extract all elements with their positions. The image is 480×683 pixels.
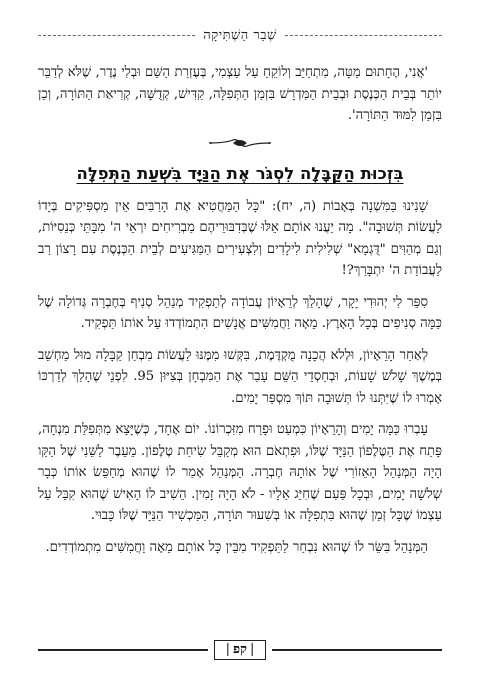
page-number: קפ xyxy=(232,642,248,657)
intro-paragraph: 'אֲנִי, הֶחָתוּם מַטָּה, מִתְחַיֵּב וְלוֹקֵחַ עַל עַצְמִי, בְּעֶזְרַת הַשֵּׁם וּבְלִי נֶדֶר, שֶׁלֹּא לְדַבֵּר יוֹתֵר בְּבֵית הַכְּנֶסֶת וּבְבֵית הַמִּדְרָשׁ בִּזְמַן הַתְּפִלָּה, קַדִּישׁ, קְדֻשָּׁה, קְרִיאַת הַתּוֹרָה, וְכֵן בִּזְמַן לִמּוּד הַתּוֹרָה'. xyxy=(38,65,442,123)
running-header xyxy=(38,27,442,43)
paragraph-1: שָׁנִינוּ בַּמִּשְׁנָה בְּאָבוֹת (ה, יח): "כָּל הַמַּחֲטִיא אֶת הָרַבִּים אֵין מַסְפִּיקִים בְּיָדוֹ לַעֲשׂוֹת תְּשׁוּבָה". מָה יַעֲנוּ אוֹתָם אֵלּוּ שֶׁבְּדִבּוּרֵיהֶם מַבְרִיחִים יִרְאֵי ה' מִבָּתֵּי כְּנֵסִיּוֹת, וְגַם מְהַוִּים "דֻּגְמָא" שְׁלִילִית לִילָדִים וְלִצְעִירִים הַמַּגִּיעִים לְבֵית הַכְּנֶסֶת עִם רָצוֹן רַב לַעֲבוֹדַת ה' יִתְבָּרַךְ?! xyxy=(38,198,442,278)
running-title: שְׁבַר הַשְׁתִּיקָה xyxy=(203,28,277,43)
paragraph-2: סִפֵּר לִי יְהוּדִי יָקָר, שֶׁהָלַךְ לְרֵאָיוֹן עֲבוֹדָה לְתַפְקִיד מְנַהֵל סְנִיף בְּחֶבְרָה גְּדוֹלָה שֶׁל כַּמָּה סְנִיפִים בְּכָל הָאָרֶץ. מֵאָה וַחֲמִשִּׁים אֲנָשִׁים הִתְמוֹדְדוּ עַל אוֹתוֹ תַּפְקִיד. xyxy=(38,294,442,331)
section-title: בִּזְכוּת הַקַּבָּלָה לִסְגֹּר אֶת הַנַּיָּד בִּשְׁעַת הַתְּפִלָּה xyxy=(76,163,404,183)
footer-rule-right xyxy=(272,649,442,651)
footer-rule-left xyxy=(38,649,208,651)
page-number-box: |קפ| xyxy=(214,640,267,660)
paragraph-5: הַמְּנַהֵל בִּשֵּׂר לוֹ שֶׁהוּא נִבְחַר לַתַּפְקִיד מִבֵּין כָּל אוֹתָם מֵאָה וַחֲמִשִּׁים מִתְמוֹדְדִים. xyxy=(45,539,428,555)
page-footer xyxy=(38,639,442,661)
section-divider-ornament xyxy=(38,136,442,150)
header-rule-right xyxy=(285,35,442,36)
paragraph-3: לְאַחַר הָרֵאָיוֹן, וּלְלֹא הֲכָנָה מֻקְדֶּמֶת, בִּקְּשׁוּ מִמֶּנּוּ לַעֲשׂוֹת מִבְחַן קַבָּלָה מוּל מַחְשֵׁב בְּמֶשֶׁךְ שָׁלֹשׁ שָׁעוֹת, וּבְחַסְדֵי הַשֵּׁם עָבַר אֶת הַמִּבְחָן בְּצִיּוּן 95. לִפְנֵי שֶׁהָלַךְ לְדַרְכּוֹ אָמְרוּ לוֹ שֶׁיִּתְּנוּ לוֹ תְּשׁוּבָה תּוֹךְ מִסְפַּר יָמִים. xyxy=(38,347,442,406)
paragraph-4: עָבְרוּ כַּמָּה יָמִים וְהָרֵאָיוֹן כִּמְעַט וּפָרַח מִזִּכְרוֹנוֹ. יוֹם אֶחָד, כְּשֶׁיָּצָא מִתְּפִלַּת מִנְחָה, פָּתַח אֶת הַטֶּלֶפוֹן הַנַּיָּד שֶׁלּוֹ, וּפִתְאֹם הוּא מְקַבֵּל שִׂיחַת טֶלֶפוֹן. מֵעֵבֶר לַשֵּׁנִי שֶׁל הַקַּו הָיָה הַמְּנַהֵל הָאֵזוֹרִי שֶׁל אוֹתָהּ חֶבְרָה. הַמְּנַהֵל אָמַר לוֹ שֶׁהוּא מְחַפֵּשׂ אוֹתוֹ כְּבָר שְׁלֹשָׁה יָמִים, וּבְכָל פַּעַם שֶׁחִיֵּג אֵלָיו - לֹא הָיָה זָמִין. הֵשִׁיב לוֹ הָאִישׁ שֶׁהוּא קִבֵּל עַל עַצְמוֹ שֶׁכָּל זְמַן שֶׁהוּא בִּתְפִלָּה אוֹ בְּשִׁעוּר תּוֹרָה, הַמַּכְשִׁיר הַנַּיָּד שֶׁלּוֹ כָּבוּי. xyxy=(38,422,442,523)
header-rule-left xyxy=(38,35,195,36)
page-content xyxy=(38,62,442,558)
flourish-icon xyxy=(207,136,273,150)
